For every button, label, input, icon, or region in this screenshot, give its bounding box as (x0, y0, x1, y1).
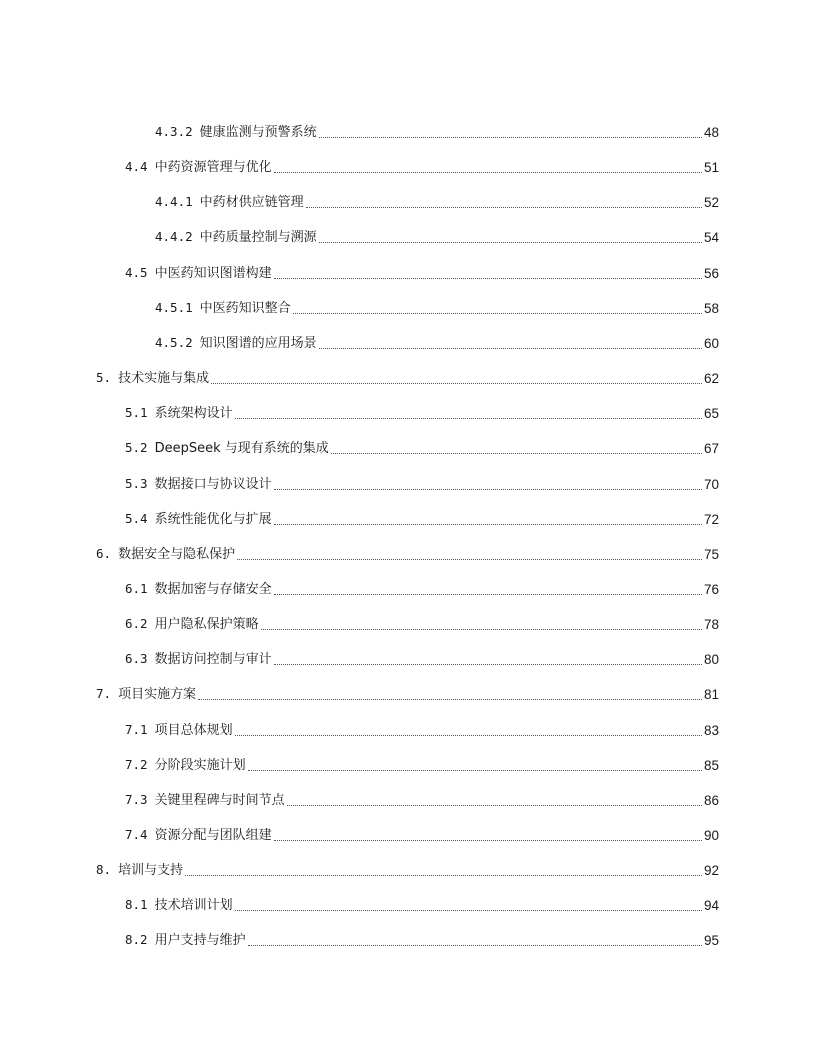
toc-entry-page-number: 81 (703, 687, 719, 702)
toc-entry-page-number: 80 (703, 652, 719, 667)
toc-entry-label (155, 300, 291, 317)
toc-entry-page-number: 62 (703, 371, 719, 386)
toc-entry[interactable] (125, 822, 719, 844)
toc-entry[interactable] (155, 119, 719, 141)
toc-entry[interactable] (155, 189, 719, 211)
toc-entry-page-number: 65 (703, 406, 719, 421)
toc-entry-label (155, 194, 304, 211)
toc-entry-number: 4.5.2 (155, 335, 193, 350)
toc-entry-title: 数据访问控制与审计 (154, 652, 272, 667)
toc-entry-label (125, 511, 272, 528)
toc-entry-label (96, 546, 235, 563)
toc-entry-number: 7.3 (125, 792, 148, 807)
toc-entry-title: 培训与支持 (118, 863, 184, 878)
toc-entry[interactable] (125, 646, 719, 668)
toc-entry-title: 数据加密与存储安全 (154, 582, 272, 597)
toc-entry-label (125, 265, 272, 282)
toc-entry[interactable] (96, 365, 719, 387)
toc-entry[interactable] (96, 541, 719, 563)
toc-entry-number: 8. (96, 862, 112, 877)
toc-entry[interactable] (155, 224, 719, 246)
toc-entry-title: 项目总体规划 (154, 723, 233, 738)
toc-entry-label (125, 827, 272, 844)
dot-leader (235, 733, 702, 736)
dot-leader (274, 662, 702, 665)
toc-entry-title: 技术培训计划 (154, 898, 233, 913)
dot-leader (274, 838, 702, 841)
dot-leader (274, 592, 702, 595)
toc-entry[interactable] (125, 400, 719, 422)
toc-entry-number: 5.1 (125, 405, 148, 420)
dot-leader (235, 908, 702, 911)
dot-leader (248, 943, 702, 946)
toc-entry-page-number: 72 (703, 512, 719, 527)
toc-entry-number: 7. (96, 686, 112, 701)
dot-leader (319, 240, 702, 243)
toc-entry-page-number: 86 (703, 793, 719, 808)
toc-entry-title: 资源分配与团队组建 (154, 828, 272, 843)
toc-entry-page-number: 76 (703, 582, 719, 597)
toc-entry[interactable] (125, 471, 719, 493)
toc-entry-title: 分阶段实施计划 (154, 758, 246, 773)
toc-entry-page-number: 52 (703, 195, 719, 210)
toc-entry[interactable] (125, 927, 719, 949)
toc-entry-number: 7.2 (125, 757, 148, 772)
dot-leader (319, 135, 702, 138)
toc-entry-page-number: 54 (703, 230, 719, 245)
toc-entry-page-number: 90 (703, 828, 719, 843)
toc-entry-number: 4.3.2 (155, 124, 193, 139)
toc-entry-number: 4.5 (125, 265, 148, 280)
toc-entry-label (125, 722, 233, 739)
toc-entry-title: 项目实施方案 (118, 687, 197, 702)
toc-entry-number: 6.2 (125, 616, 148, 631)
toc-entry-page-number: 60 (703, 336, 719, 351)
toc-entry-page-number: 75 (703, 547, 719, 562)
toc-entry-page-number: 95 (703, 933, 719, 948)
toc-entry-title: 知识图谱的应用场景 (199, 336, 317, 351)
toc-entry[interactable] (155, 295, 719, 317)
toc-entry-page-number: 48 (703, 125, 719, 140)
toc-entry-number: 4.5.1 (155, 300, 193, 315)
dot-leader (274, 276, 702, 279)
toc-entry[interactable] (155, 330, 719, 352)
toc-entry[interactable] (96, 681, 719, 703)
dot-leader (237, 557, 702, 560)
dot-leader (235, 416, 702, 419)
toc-entry-number: 7.4 (125, 827, 148, 842)
toc-entry-title: 健康监测与预警系统 (199, 125, 317, 140)
toc-entry-number: 6. (96, 546, 112, 561)
toc-entry[interactable] (125, 435, 719, 457)
toc-entry-number: 6.3 (125, 651, 148, 666)
toc-entry-label (125, 757, 246, 774)
dot-leader (185, 873, 702, 876)
toc-entry-title: DeepSeek 与现有系统的集成 (154, 441, 329, 456)
toc-entry-title: 用户隐私保护策略 (154, 617, 259, 632)
toc-entry-page-number: 56 (703, 266, 719, 281)
dot-leader (319, 346, 702, 349)
toc-entry[interactable] (125, 892, 719, 914)
toc-entry-page-number: 92 (703, 863, 719, 878)
toc-entry-label (125, 651, 272, 668)
toc-entry-label (96, 686, 196, 703)
toc-entry-title: 数据接口与协议设计 (154, 477, 272, 492)
toc-entry-label (125, 616, 259, 633)
toc-entry-number: 7.1 (125, 722, 148, 737)
toc-entry[interactable] (125, 506, 719, 528)
dot-leader (274, 522, 702, 525)
toc-entry[interactable] (125, 787, 719, 809)
toc-entry[interactable] (125, 154, 719, 176)
toc-entry-number: 4.4.2 (155, 229, 193, 244)
toc-entry-page-number: 85 (703, 758, 719, 773)
dot-leader (261, 627, 702, 630)
dot-leader (211, 381, 702, 384)
toc-entry-number: 5.4 (125, 511, 148, 526)
toc-entry[interactable] (125, 611, 719, 633)
toc-entry-title: 关键里程碑与时间节点 (154, 793, 285, 808)
toc-entry[interactable] (125, 576, 719, 598)
toc-entry-label (96, 862, 183, 879)
dot-leader (248, 768, 702, 771)
toc-entry-page-number: 78 (703, 617, 719, 632)
toc-entry-title: 用户支持与维护 (154, 933, 246, 948)
toc-entry-label (125, 792, 285, 809)
toc-entry-page-number: 83 (703, 723, 719, 738)
toc-entry-page-number: 70 (703, 477, 719, 492)
toc-entry-title: 数据安全与隐私保护 (118, 547, 236, 562)
dot-leader (293, 311, 702, 314)
dot-leader (274, 170, 702, 173)
toc-entry-label (155, 229, 317, 246)
toc-entry-page-number: 67 (703, 441, 719, 456)
toc-entry-number: 5.2 (125, 440, 148, 455)
toc-entry[interactable] (125, 752, 719, 774)
dot-leader (287, 803, 702, 806)
toc-entry-label (96, 370, 209, 387)
toc-entry-number: 8.1 (125, 897, 148, 912)
toc-entry-label (125, 405, 233, 422)
toc-entry-label (125, 932, 246, 949)
toc-entry-number: 5.3 (125, 476, 148, 491)
toc-entry-label (125, 476, 272, 493)
toc-entry-number: 6.1 (125, 581, 148, 596)
toc-entry-page-number: 58 (703, 301, 719, 316)
toc-entry-label (155, 335, 317, 352)
toc-entry-title: 系统性能优化与扩展 (154, 512, 272, 527)
toc-entry-number: 4.4 (125, 159, 148, 174)
toc-entry-title: 中医药知识图谱构建 (154, 266, 272, 281)
toc-entry[interactable] (96, 857, 719, 879)
toc-entry-label (125, 440, 329, 457)
toc-entry-title: 中药质量控制与溯源 (199, 230, 317, 245)
toc-entry-title: 系统架构设计 (154, 406, 233, 421)
toc-entry[interactable] (125, 717, 719, 739)
dot-leader (331, 451, 702, 454)
toc-entry-page-number: 94 (703, 898, 719, 913)
toc-entry-title: 技术实施与集成 (118, 371, 210, 386)
toc-entry-label (125, 897, 233, 914)
toc-entry-number: 8.2 (125, 932, 148, 947)
toc-entry-title: 中药材供应链管理 (199, 195, 304, 210)
toc-entry-label (125, 159, 272, 176)
toc-entry-title: 中药资源管理与优化 (154, 160, 272, 175)
dot-leader (306, 205, 702, 208)
toc-entry-number: 5. (96, 370, 112, 385)
toc-entry-label (125, 581, 272, 598)
dot-leader (274, 487, 702, 490)
toc-entry[interactable] (125, 260, 719, 282)
toc-entry-label (155, 124, 317, 141)
toc-entry-title: 中医药知识整合 (199, 301, 291, 316)
toc-entry-page-number: 51 (703, 160, 719, 175)
toc-entry-number: 4.4.1 (155, 194, 193, 209)
dot-leader (198, 697, 702, 700)
